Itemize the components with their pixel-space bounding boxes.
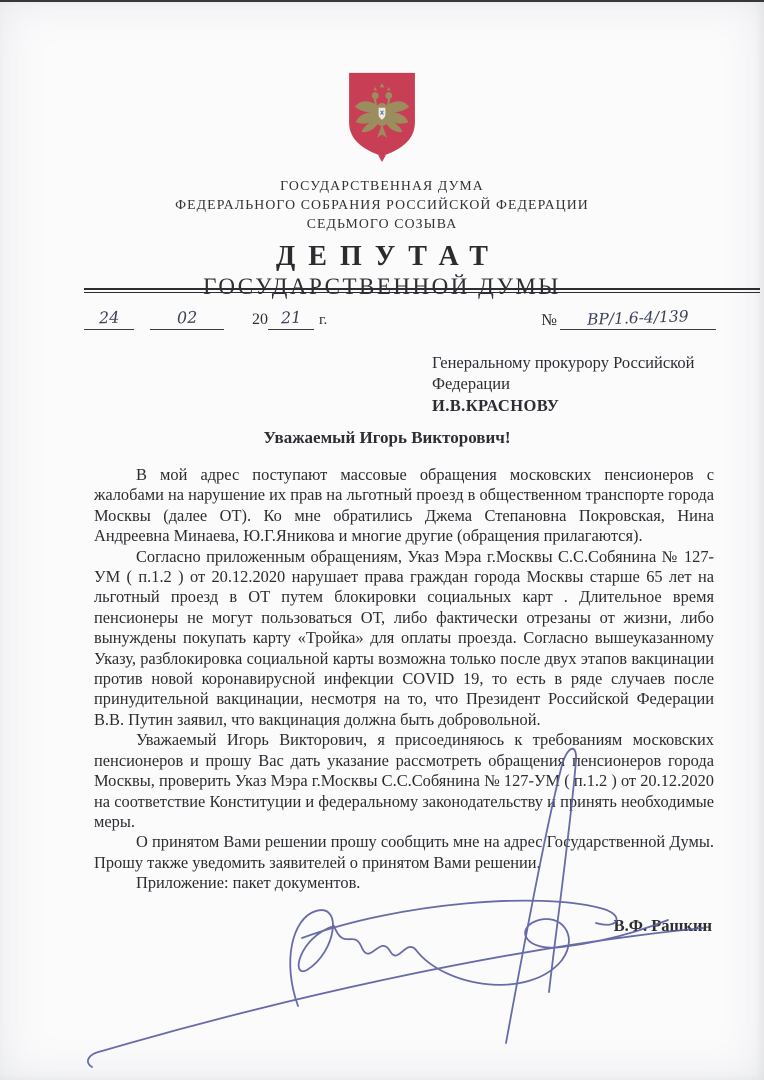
org-name-line1: ГОСУДАРСТВЕННАЯ ДУМА xyxy=(280,178,484,193)
deputy-subtitle: ГОСУДАРСТВЕННОЙ ДУМЫ xyxy=(203,274,561,299)
org-name-line2: ФЕДЕРАЛЬНОГО СОБРАНИЯ РОССИЙСКОЙ ФЕДЕРАЦИИ xyxy=(175,197,589,212)
year-prefix: 20 xyxy=(252,311,268,328)
handwritten-month: 02 xyxy=(176,307,198,328)
handwritten-number: ВР/1.6-4/139 xyxy=(586,307,690,329)
salutation: Уважаемый Игорь Викторович! xyxy=(263,428,511,447)
date-field xyxy=(84,308,327,330)
deputy-title: ДЕПУТАТ xyxy=(276,241,501,272)
letterhead-divider xyxy=(84,288,760,293)
paragraph: Приложение: пакет документов. xyxy=(136,873,361,893)
date-year-slot xyxy=(268,308,314,330)
date-day-slot xyxy=(84,308,134,330)
recipient-line2: Федерации xyxy=(432,374,510,393)
outgoing-number-field xyxy=(541,308,716,330)
letterhead xyxy=(0,70,764,301)
handwritten-day: 24 xyxy=(98,307,120,328)
number-sign: № xyxy=(541,310,557,329)
recipient-line1: Генеральному прокурору Российской xyxy=(432,353,695,372)
paragraph: Уважаемый Игорь Викторович, я присоединяюсь к требованиям московских пенсионеров и прошу Вас дать указание рассмотреть обращения пенсионеров города Москвы, проверить Указ Мэра г.Москвы С.С.Собянина № 127-УМ ( п.1.2 ) от 20.12.2020 на соответствие Конституции и федеральному законодательству и принять необходимые меры. xyxy=(94,730,714,831)
letter-body xyxy=(94,428,714,936)
scan-edge xyxy=(0,0,764,2)
paragraph: О принятом Вами решении прошу сообщить мне на адрес Государственной Думы. Прошу также уведомить заявителей о принятом Вами решении. xyxy=(94,832,714,872)
paragraph: В мой адрес поступают массовые обращения московских пенсионеров с жалобами на нарушение их прав на льготный проезд в общественном транспорте города Москвы (далее ОТ). Ко мне обратились Джема Степановна Покровская, Нина Андреевна Минаева, Ю.Г.Яникова и многие другие (обращения прилагаются). xyxy=(94,465,714,546)
reference-row xyxy=(84,308,716,330)
org-name-line3: СЕДЬМОГО СОЗЫВА xyxy=(306,216,458,231)
russia-coat-of-arms-icon xyxy=(345,70,419,162)
number-slot xyxy=(560,308,716,330)
year-suffix: г. xyxy=(319,312,328,328)
paragraph: Согласно приложенным обращениям, Указ Мэра г.Москвы С.С.Собянина № 127-УМ ( п.1.2 ) от 20.12.2020 нарушает права граждан города Москвы старше 65 лет на льготный проезд в ОТ путем блокировки социальных карт . Длительное время пенсионеры не могут пользоваться ОТ, либо фактически отрезаны от жизни, либо вынуждены покупать карту «Тройка» для оплаты проезда. Согласно вышеуказанному Указу, разблокировка социальной карты возможна только после двух этапов вакцинации против новой коронавирусной инфекции COVID 19, то есть в ряде случаев после принудительной вакцинации, несмотря на то, что Президент Российской Федерации В.В. Путин заявил, что вакцинация должна быть добровольной. xyxy=(94,546,714,729)
date-month-slot xyxy=(150,308,224,330)
recipient-block xyxy=(432,352,717,416)
handwritten-year: 21 xyxy=(280,307,302,328)
recipient-name: И.В.КРАСНОВУ xyxy=(432,396,560,415)
signer-name: В.Ф. Рашкин xyxy=(613,915,712,935)
